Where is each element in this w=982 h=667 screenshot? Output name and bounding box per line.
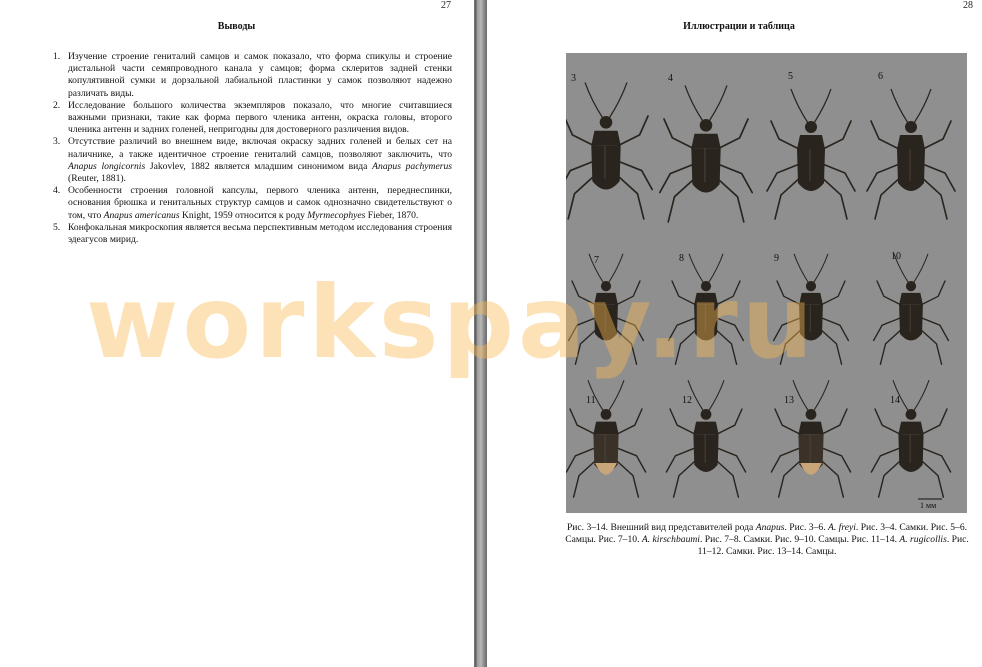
- item-number: 1.: [53, 51, 61, 62]
- figure-number: 5: [788, 71, 793, 82]
- insect-specimen-6: [867, 89, 955, 219]
- insect-specimen-5: [767, 89, 855, 219]
- italic-taxon-name: Anapus americanus: [103, 209, 180, 221]
- page-title: Иллюстрации и таблица: [683, 21, 795, 32]
- italic-taxon-name: Anapus: [755, 522, 785, 533]
- item-number: 4.: [53, 185, 61, 197]
- conclusion-item: [50, 222, 452, 246]
- book-gutter: [474, 0, 487, 667]
- figure-number: 11: [586, 395, 596, 406]
- conclusion-item: [50, 51, 452, 100]
- conclusion-item: [50, 185, 452, 222]
- watermark: workspay.ru: [86, 264, 817, 381]
- figure-number: 7: [594, 255, 599, 266]
- conclusion-item: [50, 100, 452, 137]
- text-run: . Рис. 3–4. Самки. Рис. 5–6. Самцы. Рис. 7–10.: [565, 522, 968, 546]
- italic-taxon-name: A. freyi: [828, 522, 856, 533]
- figure-number: 6: [878, 71, 883, 82]
- figure-number: 10: [891, 251, 901, 262]
- figure-number: 8: [679, 253, 684, 264]
- conclusions-list: [50, 51, 452, 246]
- insect-specimen-3: [566, 82, 652, 219]
- item-number: 5.: [53, 221, 61, 233]
- italic-taxon-name: A. rugicollis: [899, 534, 947, 546]
- italic-taxon-name: Anapus longicornis: [68, 160, 146, 172]
- specimen-drawings: [566, 53, 967, 513]
- text-run: Рис. 3–14. Внешний вид представителей рода: [566, 522, 756, 533]
- insect-specimen-7: [569, 254, 644, 364]
- figure-caption: [559, 522, 975, 559]
- specimen-plate: [566, 53, 967, 513]
- text-run: Исследование большого количества экземпляров показало, что многие считавшиеся важными признаки, такие как форма первого членика антенн, окраска головы, второго членика антенн и задних голеней, непригодны для достоверного различения видов.: [68, 99, 452, 136]
- text-run: . Рис. 3–6.: [784, 522, 828, 533]
- insect-specimen-12: [666, 380, 745, 497]
- page-number: 28: [963, 0, 973, 11]
- text-run: Конфокальная микроскопия является весьма перспективным методом исследования строения эдеагусов мирид.: [68, 221, 452, 246]
- item-number: 3.: [53, 136, 61, 148]
- insect-specimen-14: [871, 380, 950, 497]
- page-number: 27: [441, 0, 451, 11]
- italic-taxon-name: Myrmecophyes: [307, 209, 366, 221]
- figure-number: 14: [890, 395, 900, 406]
- conclusion-item: [50, 136, 452, 185]
- figure-number: 4: [668, 73, 673, 84]
- scale-bar-label: 1 мм: [920, 501, 937, 510]
- text-run: Изучение строение гениталий самцов и самок показало, что форма спикулы и строение дистальной части семяпроводного канала у самцов; форма склеритов задней стенки копулятивной сумки и дорзальной лабиальной пластинки у самок позволяют надежно различать виды.: [68, 51, 452, 99]
- text-run: Knight, 1959 относится к роду: [179, 209, 308, 221]
- italic-taxon-name: Anapus pachymerus: [372, 160, 452, 172]
- insect-specimen-9: [774, 254, 849, 364]
- insect-specimen-8: [669, 254, 744, 364]
- figure-number: 3: [571, 73, 576, 84]
- item-number: 2.: [53, 99, 61, 111]
- insect-specimen-4: [660, 85, 752, 222]
- text-run: . Рис. 11–12. Самки. Рис. 13–14. Самцы.: [697, 534, 969, 558]
- figure-number: 13: [784, 395, 794, 406]
- text-run: . Рис. 7–8. Самки. Рис. 9–10. Самцы. Рис. 11–14.: [699, 534, 900, 546]
- page-title: Выводы: [217, 21, 256, 32]
- text-run: (Reuter, 1881).: [68, 173, 126, 185]
- text-run: Особенности строения головной капсулы, первого членика антенн, переднеспинки, основания брюшка и генитальных структур самцов и самок однозначно свидетельствуют о том, что: [68, 185, 452, 221]
- insect-specimen-10: [874, 254, 949, 364]
- text-run: Jakovlev, 1882 является младшим синонимом вида: [145, 160, 373, 172]
- left-page: [0, 0, 474, 667]
- insect-specimen-11: [566, 380, 645, 497]
- figure-number: 9: [774, 253, 779, 264]
- text-run: Fieber, 1870.: [365, 209, 419, 221]
- text-run: Отсутствие различий во внешнем виде, включая окраску задних голеней и белых сет на наличнике, а также идентичное строение гениталий самцов, позволяют заключить, что: [68, 136, 452, 160]
- right-page: [487, 0, 982, 667]
- figure-number: 12: [682, 395, 692, 406]
- italic-taxon-name: A. kirschbaumi: [641, 534, 700, 546]
